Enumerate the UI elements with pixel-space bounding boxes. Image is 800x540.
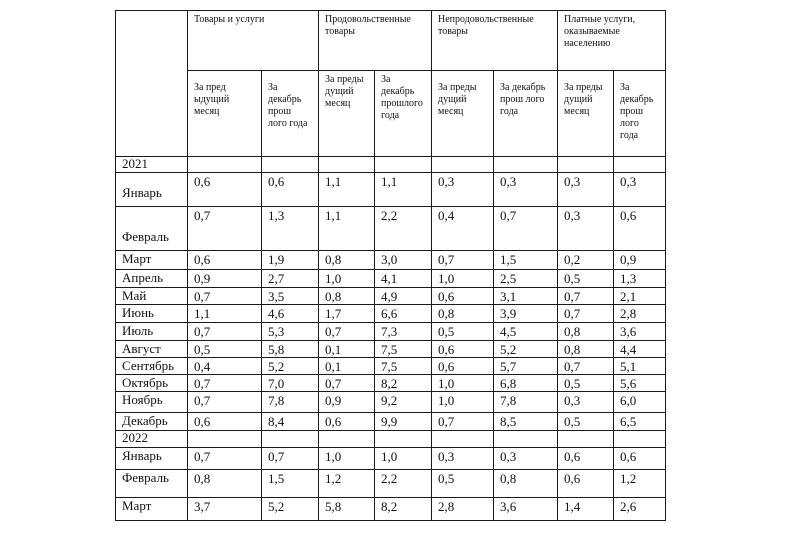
month-label: Март [116,498,188,521]
value-cell: 7,5 [375,341,432,358]
value-cell: 0,9 [319,392,375,413]
value-cell: 2,7 [262,270,319,288]
value-cell: 4,5 [494,323,558,341]
value-cell: 0,5 [558,413,614,431]
value-cell: 0,6 [432,341,494,358]
value-cell: 8,4 [262,413,319,431]
value-cell: 0,8 [432,305,494,323]
value-cell: 1,0 [319,270,375,288]
group-header-food: Продовольственные товары [319,11,432,71]
value-cell: 0,7 [319,375,375,392]
value-cell: 2,1 [614,288,666,305]
subheader-prev-month: За преды дущий месяц [558,71,614,157]
value-cell: 0,7 [432,251,494,270]
value-cell: 8,2 [375,498,432,521]
value-cell: 1,1 [375,173,432,207]
value-cell: 8,5 [494,413,558,431]
value-cell: 7,3 [375,323,432,341]
value-cell: 5,6 [614,375,666,392]
value-cell: 1,0 [319,448,375,470]
value-cell: 0,8 [188,470,262,498]
value-cell: 0,6 [558,448,614,470]
value-cell: 3,9 [494,305,558,323]
subheader-prev-month: За преды дущий месяц [432,71,494,157]
month-label: Июль [116,323,188,341]
value-cell: 0,6 [188,413,262,431]
month-label: Октябрь [116,375,188,392]
month-label: Сентябрь [116,358,188,375]
value-cell: 3,5 [262,288,319,305]
value-cell: 0,8 [319,251,375,270]
subheader-since-december: За декабрь прош лого года [262,71,319,157]
year-label: 2022 [116,431,188,448]
value-cell: 0,7 [432,413,494,431]
value-cell: 5,2 [262,498,319,521]
value-cell: 3,1 [494,288,558,305]
value-cell: 0,2 [558,251,614,270]
table-row [116,341,666,358]
value-cell: 5,8 [262,341,319,358]
value-cell: 2,2 [375,207,432,251]
value-cell: 0,8 [558,323,614,341]
value-cell: 1,9 [262,251,319,270]
value-cell: 3,6 [494,498,558,521]
value-cell: 2,2 [375,470,432,498]
value-cell: 6,8 [494,375,558,392]
value-cell [558,431,614,448]
month-label: Апрель [116,270,188,288]
value-cell: 1,7 [319,305,375,323]
value-cell: 7,8 [262,392,319,413]
value-cell: 0,7 [188,323,262,341]
group-header-nonfood: Непродовольственные товары [432,11,558,71]
value-cell: 4,1 [375,270,432,288]
value-cell: 2,6 [614,498,666,521]
value-cell: 7,5 [375,358,432,375]
value-cell [319,157,375,173]
value-cell: 7,8 [494,392,558,413]
value-cell: 4,9 [375,288,432,305]
value-cell: 0,7 [262,448,319,470]
table-row [116,375,666,392]
value-cell [188,431,262,448]
value-cell: 1,1 [319,207,375,251]
value-cell: 3,7 [188,498,262,521]
corner-header-cell [116,11,188,157]
value-cell: 3,0 [375,251,432,270]
value-cell [262,157,319,173]
value-cell: 2,8 [432,498,494,521]
value-cell: 0,7 [188,375,262,392]
value-cell: 2,8 [614,305,666,323]
month-label: Июнь [116,305,188,323]
value-cell: 5,2 [262,358,319,375]
value-cell: 0,5 [558,270,614,288]
table-row [116,498,666,521]
value-cell: 1,2 [319,470,375,498]
month-label: Август [116,341,188,358]
value-cell: 0,3 [494,448,558,470]
value-cell: 0,8 [558,341,614,358]
value-cell: 0,6 [188,251,262,270]
table-row [116,448,666,470]
month-label: Ноябрь [116,392,188,413]
value-cell [614,431,666,448]
subheader-since-december: За декабрь прош лого года [614,71,666,157]
table-row [116,470,666,498]
subheader-prev-month: За пред ыдущий месяц [188,71,262,157]
value-cell: 7,0 [262,375,319,392]
value-cell: 0,3 [558,173,614,207]
subheader-since-december: За декабрь прошлого года [375,71,432,157]
year-row [116,431,666,448]
value-cell: 0,7 [188,288,262,305]
value-cell: 8,2 [375,375,432,392]
value-cell: 0,6 [614,448,666,470]
subheader-since-december: За декабрь прош лого года [494,71,558,157]
value-cell: 2,5 [494,270,558,288]
value-cell: 0,6 [558,470,614,498]
value-cell: 0,6 [432,358,494,375]
table-row [116,358,666,375]
value-cell: 0,5 [558,375,614,392]
value-cell: 1,0 [432,392,494,413]
value-cell: 0,4 [432,207,494,251]
value-cell: 0,3 [558,392,614,413]
value-cell [558,157,614,173]
value-cell: 9,2 [375,392,432,413]
value-cell [262,431,319,448]
value-cell: 4,6 [262,305,319,323]
value-cell: 5,2 [494,341,558,358]
value-cell: 6,6 [375,305,432,323]
table-row [116,251,666,270]
value-cell: 0,1 [319,358,375,375]
value-cell: 0,6 [262,173,319,207]
value-cell [494,431,558,448]
value-cell [614,157,666,173]
value-cell: 0,6 [319,413,375,431]
value-cell: 0,6 [614,207,666,251]
value-cell: 1,2 [614,470,666,498]
value-cell: 5,1 [614,358,666,375]
value-cell: 3,6 [614,323,666,341]
year-row [116,157,666,173]
value-cell [432,431,494,448]
value-cell: 0,9 [188,270,262,288]
month-label: Январь [116,448,188,470]
table-row [116,288,666,305]
table-row [116,305,666,323]
month-label: Январь [116,173,188,207]
value-cell: 0,4 [188,358,262,375]
month-label: Май [116,288,188,305]
value-cell: 0,6 [188,173,262,207]
value-cell: 1,0 [432,375,494,392]
value-cell [432,157,494,173]
table-row [116,323,666,341]
value-cell: 0,1 [319,341,375,358]
value-cell: 1,1 [188,305,262,323]
table-row [116,392,666,413]
value-cell: 0,7 [188,207,262,251]
value-cell: 0,7 [319,323,375,341]
value-cell [188,157,262,173]
month-label: Февраль [116,470,188,498]
value-cell: 0,5 [432,323,494,341]
month-label: Декабрь [116,413,188,431]
value-cell: 0,5 [188,341,262,358]
value-cell: 0,7 [494,207,558,251]
value-cell: 0,8 [494,470,558,498]
value-cell: 5,8 [319,498,375,521]
inflation-table [115,10,666,521]
value-cell: 1,0 [375,448,432,470]
value-cell: 0,9 [614,251,666,270]
value-cell: 0,5 [432,470,494,498]
value-cell: 1,3 [262,207,319,251]
value-cell: 1,0 [432,270,494,288]
group-header-goods-services: Товары и услуги [188,11,319,71]
value-cell: 6,5 [614,413,666,431]
value-cell: 0,7 [188,392,262,413]
value-cell: 1,1 [319,173,375,207]
value-cell: 0,3 [432,448,494,470]
value-cell [319,431,375,448]
value-cell [375,431,432,448]
value-cell: 1,4 [558,498,614,521]
value-cell: 5,3 [262,323,319,341]
value-cell [494,157,558,173]
table-row [116,270,666,288]
value-cell: 0,3 [432,173,494,207]
value-cell: 4,4 [614,341,666,358]
month-label: Февраль [116,207,188,251]
table-row [116,207,666,251]
value-cell: 1,5 [494,251,558,270]
value-cell: 0,7 [558,358,614,375]
value-cell [375,157,432,173]
subheader-prev-month: За преды дущий месяц [319,71,375,157]
value-cell: 0,7 [558,288,614,305]
table-row [116,173,666,207]
value-cell: 1,5 [262,470,319,498]
value-cell: 9,9 [375,413,432,431]
value-cell: 0,3 [558,207,614,251]
value-cell: 1,3 [614,270,666,288]
value-cell: 0,3 [494,173,558,207]
value-cell: 0,6 [432,288,494,305]
value-cell: 0,7 [188,448,262,470]
group-header-paid-services: Платные услуги, оказываемые населению [558,11,666,71]
table-body [116,157,666,521]
year-label: 2021 [116,157,188,173]
value-cell: 0,3 [614,173,666,207]
value-cell: 5,7 [494,358,558,375]
value-cell: 0,7 [558,305,614,323]
value-cell: 0,8 [319,288,375,305]
month-label: Март [116,251,188,270]
value-cell: 6,0 [614,392,666,413]
table-row [116,413,666,431]
